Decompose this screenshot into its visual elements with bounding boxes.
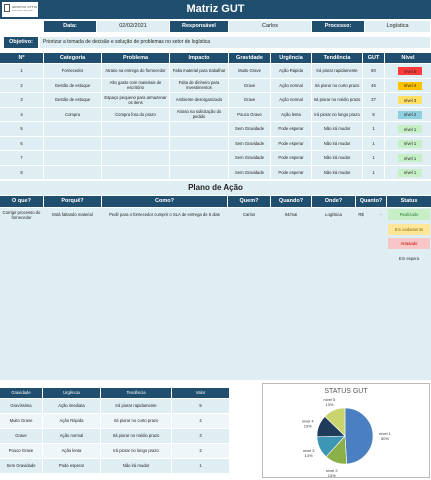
- gut-cell-gravidade[interactable]: Sem Gravidade: [229, 151, 270, 165]
- gut-cell-tendencia[interactable]: Irá piorar no longo prazo: [312, 108, 362, 122]
- nivel-badge: nível 1: [398, 169, 422, 177]
- gut-cell-gravidade[interactable]: Muito Grave: [229, 64, 270, 78]
- legenda-cell-valor: 4: [172, 414, 229, 428]
- gut-cell-gut[interactable]: 1: [363, 166, 384, 180]
- gut-cell-categoria[interactable]: Gestão de estoque: [44, 93, 101, 107]
- pie-label: nível 1 50%: [379, 430, 391, 441]
- logo-subtext: Ferramentas de gestão: [12, 10, 33, 12]
- gut-cell-impacto[interactable]: Atraso na solicitação do pedido: [170, 108, 228, 122]
- gut-cell-categoria[interactable]: [44, 166, 101, 180]
- chart-title: STATUS GUT: [324, 388, 368, 395]
- gut-header-n: Nº: [0, 53, 43, 63]
- legenda-header-urgencia: Urgência: [43, 388, 100, 398]
- pie-slice: [345, 408, 373, 464]
- gut-cell-tendencia[interactable]: Não irá mudar: [312, 122, 362, 136]
- gut-cell-problema[interactable]: [102, 137, 169, 151]
- gut-cell-gut[interactable]: 1: [363, 137, 384, 151]
- plano-header-como: Como?: [102, 196, 227, 207]
- gut-cell-categoria[interactable]: [44, 137, 101, 151]
- gut-cell-gravidade[interactable]: Sem Gravidade: [229, 122, 270, 136]
- gut-cell-categoria[interactable]: Compra: [44, 108, 101, 122]
- pie-label: nível 2 13%: [325, 467, 338, 477]
- gut-cell-n[interactable]: 2: [0, 79, 43, 93]
- pie-label: nível 5 13%: [323, 397, 336, 408]
- gut-cell-tendencia[interactable]: Não irá mudar: [312, 166, 362, 180]
- gut-cell-problema[interactable]: [102, 122, 169, 136]
- gut-cell-categoria[interactable]: Gestão de estoque: [44, 79, 101, 93]
- gut-cell-urgencia[interactable]: Ação lenta: [271, 108, 311, 122]
- gut-cell-problema[interactable]: [102, 166, 169, 180]
- gut-cell-problema[interactable]: Atraso na entrega do fornecedor: [102, 64, 169, 78]
- legenda-cell-urgencia: Ação lenta: [43, 444, 100, 458]
- status-gut-chart: [262, 383, 430, 478]
- gut-header-nivel: Nível: [385, 53, 431, 63]
- gut-cell-impacto[interactable]: [170, 137, 228, 151]
- plano-porque[interactable]: Está faltando material: [52, 212, 93, 217]
- legenda-cell-tendencia: Irá piorar no longo prazo: [101, 444, 171, 458]
- plano-header-onde: Onde?: [312, 196, 355, 207]
- gut-cell-impacto[interactable]: Ambiente desorganizado: [170, 93, 228, 107]
- gut-cell-categoria[interactable]: [44, 151, 101, 165]
- gut-cell-gravidade[interactable]: Pouco Grave: [229, 108, 270, 122]
- gut-header-impacto: Impacto: [170, 53, 228, 63]
- gut-cell-gut[interactable]: 27: [363, 93, 384, 107]
- responsavel-value[interactable]: Carlos: [229, 21, 311, 32]
- gut-cell-impacto[interactable]: [170, 151, 228, 165]
- status-option[interactable]: Realizado: [388, 209, 430, 220]
- processo-value[interactable]: Logística: [365, 21, 430, 32]
- objetivo-value[interactable]: Priorizar a tomada de decisão e solução de problemas no setor de logística: [40, 37, 430, 48]
- gut-cell-tendencia[interactable]: Irá piorar rapidamente: [312, 64, 362, 78]
- gut-cell-problema[interactable]: Compra fora do prazo: [102, 108, 169, 122]
- legenda-cell-valor: 3: [172, 429, 229, 443]
- gut-header-categoria: Categoria: [44, 53, 101, 63]
- gut-cell-impacto[interactable]: [170, 122, 228, 136]
- plano-onde[interactable]: Logística: [325, 212, 342, 217]
- status-option[interactable]: Em espera: [388, 253, 430, 264]
- gut-cell-categoria[interactable]: [44, 122, 101, 136]
- pie-label: nível 4 13%: [301, 418, 314, 429]
- gut-cell-n[interactable]: 8: [0, 166, 43, 180]
- plano-quem[interactable]: Carlos: [242, 212, 256, 217]
- legenda-cell-tendencia: Irá piorar rapidamente: [101, 399, 171, 413]
- gut-cell-gut[interactable]: 8: [363, 108, 384, 122]
- status-option[interactable]: Atrasado: [388, 238, 430, 249]
- legenda-cell-tendencia: Não irá mudar: [101, 459, 171, 473]
- gut-header-gravidade: Gravidade: [229, 53, 270, 63]
- data-value[interactable]: 02/02/2021: [97, 21, 169, 32]
- plano-quanto[interactable]: R$: [358, 212, 364, 217]
- legenda-cell-gravidade: Muito Grave: [0, 414, 42, 428]
- gut-cell-n[interactable]: 1: [0, 64, 43, 78]
- legenda-cell-tendencia: Irá piorar no curto prazo: [101, 414, 171, 428]
- legenda-cell-gravidade: Sem Gravidade: [0, 459, 42, 473]
- logo-text: GRUPOS OTTIA: [12, 5, 38, 9]
- gut-header-urgencia: Urgência: [271, 53, 311, 63]
- plano-header-quando: Quando?: [271, 196, 311, 207]
- plano-header-status: Status: [387, 196, 431, 207]
- gut-cell-urgencia[interactable]: Ação Rápida: [271, 64, 311, 78]
- gut-cell-urgencia[interactable]: Ação normal: [271, 93, 311, 107]
- pie-chart-svg: [263, 384, 429, 477]
- nivel-badge: nível 2: [398, 111, 422, 119]
- legenda-cell-gravidade: Grave: [0, 429, 42, 443]
- gut-header-problema: Problema: [102, 53, 169, 63]
- gut-cell-n[interactable]: 3: [0, 93, 43, 107]
- nivel-badge: nível 1: [398, 125, 422, 133]
- gut-cell-categoria[interactable]: Fornecedor: [44, 64, 101, 78]
- gut-cell-urgencia[interactable]: Pode esperar: [271, 166, 311, 180]
- legenda-cell-valor: 2: [172, 444, 229, 458]
- plano-como[interactable]: Pedir para o fornecedor cumprir o SLA de entrega de 5 dias: [109, 212, 220, 217]
- gut-cell-gut[interactable]: 1: [363, 122, 384, 136]
- gut-cell-gravidade[interactable]: Sem Gravidade: [229, 166, 270, 180]
- gut-cell-problema[interactable]: Espaço pequeno para armazenar os itens: [102, 93, 169, 107]
- gut-cell-n[interactable]: 5: [0, 122, 43, 136]
- gut-cell-gut[interactable]: 80: [363, 64, 384, 78]
- gut-cell-gut[interactable]: 45: [363, 79, 384, 93]
- gut-cell-gravidade[interactable]: Sem Gravidade: [229, 137, 270, 151]
- plano-quando[interactable]: 04/mai: [284, 212, 298, 217]
- legenda-header-gravidade: Gravidade: [0, 388, 42, 398]
- gut-cell-n[interactable]: 7: [0, 151, 43, 165]
- legenda-cell-urgencia: Ação normal: [43, 429, 100, 443]
- legenda-cell-tendencia: Irá piorar no médio prazo: [101, 429, 171, 443]
- plano-oque[interactable]: Corrigir processo do fornecedor: [2, 210, 41, 220]
- gut-cell-n[interactable]: 6: [0, 137, 43, 151]
- nivel-badge: nível 4: [398, 82, 422, 90]
- legenda-cell-valor: 1: [172, 459, 229, 473]
- gut-cell-n[interactable]: 4: [0, 108, 43, 122]
- plano-title: Plano de Ação: [0, 181, 431, 195]
- gut-cell-problema[interactable]: [102, 151, 169, 165]
- legenda-cell-gravidade: Pouco Grave: [0, 444, 42, 458]
- gut-cell-gut[interactable]: 1: [363, 151, 384, 165]
- objetivo-label: Objetivo:: [4, 37, 38, 48]
- gut-cell-urgencia[interactable]: Pode esperar: [271, 122, 311, 136]
- plano-quanto-value[interactable]: -: [380, 212, 382, 217]
- gut-cell-gravidade[interactable]: Grave: [229, 79, 270, 93]
- responsavel-label: Responsável: [170, 21, 228, 32]
- gut-cell-urgencia[interactable]: Ação normal: [271, 79, 311, 93]
- gut-cell-impacto[interactable]: Falta material para trabalhar: [170, 64, 228, 78]
- gut-header-gut: GUT: [363, 53, 384, 63]
- legenda-cell-gravidade: Gravíssima: [0, 399, 42, 413]
- pie-label: nível 3 13%: [302, 447, 315, 458]
- plano-header-oque: O que?: [0, 196, 43, 207]
- legenda-header-valor: Valor: [172, 388, 229, 398]
- page-title: Matriz GUT: [186, 3, 245, 15]
- gut-cell-tendencia[interactable]: Não irá mudar: [312, 137, 362, 151]
- gut-cell-tendencia[interactable]: Irá piorar no curto prazo: [312, 79, 362, 93]
- gut-cell-problema[interactable]: Alto gasto com materiais de escritório: [102, 79, 169, 93]
- legenda-cell-urgencia: Ação Rápida: [43, 414, 100, 428]
- nivel-badge: nível 3: [398, 96, 422, 104]
- gut-cell-tendencia[interactable]: Não irá mudar: [312, 151, 362, 165]
- gut-cell-gravidade[interactable]: Grave: [229, 93, 270, 107]
- legenda-cell-urgencia: Pode esperar: [43, 459, 100, 473]
- plano-body: [0, 208, 431, 380]
- gut-header-tendencia: Tendência: [312, 53, 362, 63]
- gut-cell-tendencia[interactable]: Irá piorar no médio prazo: [312, 93, 362, 107]
- plano-header-quanto: Quanto?: [356, 196, 386, 207]
- gut-cell-impacto[interactable]: [170, 166, 228, 180]
- plano-header-quem: Quem?: [228, 196, 270, 207]
- legenda-cell-valor: 5: [172, 399, 229, 413]
- data-label: Data:: [44, 21, 96, 32]
- nivel-badge: nível 1: [398, 154, 422, 162]
- gut-cell-urgencia[interactable]: Pode esperar: [271, 151, 311, 165]
- nivel-badge: nível 1: [398, 140, 422, 148]
- legenda-cell-urgencia: Ação imediata: [43, 399, 100, 413]
- plano-header-porque: Porquê?: [44, 196, 101, 207]
- legenda-header-tendencia: Tendência: [101, 388, 171, 398]
- gut-cell-urgencia[interactable]: Pode esperar: [271, 137, 311, 151]
- processo-label: Processo:: [312, 21, 364, 32]
- status-option[interactable]: Em andamento: [388, 224, 430, 235]
- gut-cell-impacto[interactable]: Falta de dinheiro para investimentos: [170, 79, 228, 93]
- nivel-badge: nível 5: [398, 67, 422, 75]
